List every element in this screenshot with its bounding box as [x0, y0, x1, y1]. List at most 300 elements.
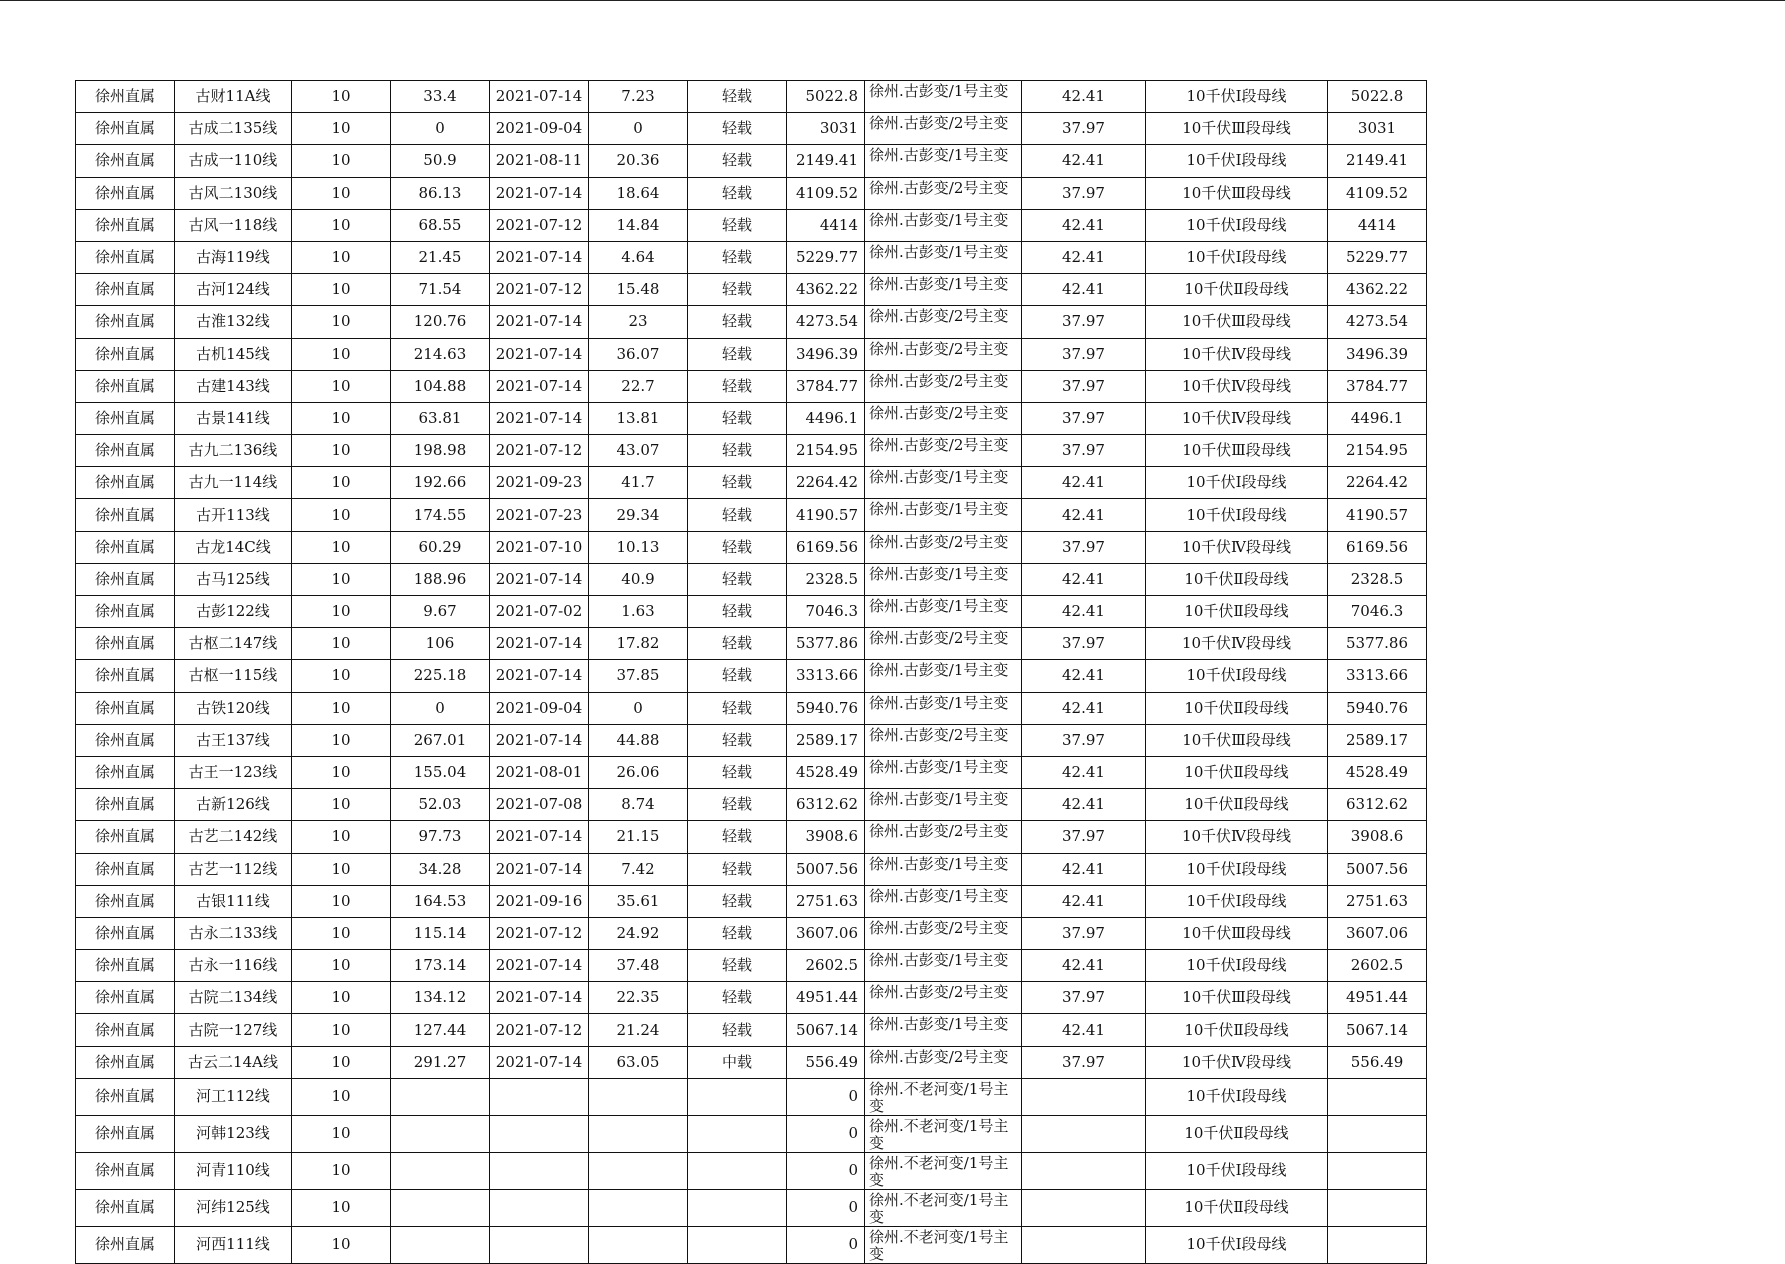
line-name-cell: 古风一118线	[175, 209, 292, 241]
transformer-load-cell: 42.41	[1022, 274, 1146, 306]
busbar-cell: 10千伏Ⅱ段母线	[1146, 563, 1328, 595]
table-row	[76, 789, 1427, 821]
current-cell: 97.73	[391, 821, 490, 853]
date-cell: 2021-07-14	[490, 338, 589, 370]
table-row	[76, 81, 1427, 113]
table-row	[76, 241, 1427, 273]
table-row	[76, 628, 1427, 660]
margin-cell: 5022.8	[787, 81, 865, 113]
transformer-load-cell: 37.97	[1022, 370, 1146, 402]
table-row	[76, 756, 1427, 788]
load-status-cell: 轻载	[688, 145, 787, 177]
capacity-cell: 2154.95	[1328, 435, 1427, 467]
load-rate-cell: 8.74	[589, 789, 688, 821]
table-row	[76, 402, 1427, 434]
load-status-cell: 轻载	[688, 402, 787, 434]
current-cell	[391, 1078, 490, 1115]
margin-cell: 3607.06	[787, 917, 865, 949]
voltage-cell: 10	[292, 950, 391, 982]
date-cell: 2021-07-14	[490, 81, 589, 113]
busbar-cell: 10千伏Ⅱ段母线	[1146, 789, 1328, 821]
busbar-cell: 10千伏Ⅰ段母线	[1146, 145, 1328, 177]
voltage-cell: 10	[292, 1078, 391, 1115]
load-rate-cell	[589, 1115, 688, 1152]
date-cell	[490, 1189, 589, 1226]
unit-cell: 徐州直属	[76, 950, 175, 982]
voltage-cell: 10	[292, 531, 391, 563]
substation-cell: 徐州.古彭变/1号主变	[865, 241, 1022, 273]
table-row	[76, 917, 1427, 949]
substation-cell: 徐州.古彭变/2号主变	[865, 821, 1022, 853]
table-row	[76, 177, 1427, 209]
substation-cell: 徐州.古彭变/1号主变	[865, 145, 1022, 177]
voltage-cell: 10	[292, 563, 391, 595]
unit-cell: 徐州直属	[76, 306, 175, 338]
current-cell: 34.28	[391, 853, 490, 885]
capacity-cell	[1328, 1189, 1427, 1226]
transformer-load-cell: 37.97	[1022, 306, 1146, 338]
transformer-load-cell: 42.41	[1022, 241, 1146, 273]
current-cell: 120.76	[391, 306, 490, 338]
current-cell: 174.55	[391, 499, 490, 531]
voltage-cell: 10	[292, 853, 391, 885]
margin-cell: 4528.49	[787, 756, 865, 788]
substation-cell: 徐州.古彭变/2号主变	[865, 917, 1022, 949]
unit-cell: 徐州直属	[76, 660, 175, 692]
current-cell: 50.9	[391, 145, 490, 177]
table-row	[76, 338, 1427, 370]
current-cell: 71.54	[391, 274, 490, 306]
capacity-cell	[1328, 1152, 1427, 1189]
date-cell: 2021-07-14	[490, 241, 589, 273]
date-cell: 2021-07-14	[490, 853, 589, 885]
transformer-load-cell: 42.41	[1022, 209, 1146, 241]
line-name-cell: 古机145线	[175, 338, 292, 370]
capacity-cell: 3908.6	[1328, 821, 1427, 853]
load-rate-cell: 23	[589, 306, 688, 338]
margin-cell: 556.49	[787, 1046, 865, 1078]
line-name-cell: 古淮132线	[175, 306, 292, 338]
current-cell: 86.13	[391, 177, 490, 209]
line-name-cell: 古院一127线	[175, 1014, 292, 1046]
current-cell: 214.63	[391, 338, 490, 370]
margin-cell: 3908.6	[787, 821, 865, 853]
line-name-cell: 河工112线	[175, 1078, 292, 1115]
load-rate-cell: 24.92	[589, 917, 688, 949]
substation-cell: 徐州.古彭变/2号主变	[865, 338, 1022, 370]
voltage-cell: 10	[292, 499, 391, 531]
voltage-cell: 10	[292, 982, 391, 1014]
transformer-load-cell: 37.97	[1022, 338, 1146, 370]
capacity-cell: 4528.49	[1328, 756, 1427, 788]
load-status-cell: 轻载	[688, 274, 787, 306]
load-status-cell: 轻载	[688, 853, 787, 885]
load-status-cell: 轻载	[688, 241, 787, 273]
unit-cell: 徐州直属	[76, 531, 175, 563]
load-rate-cell: 36.07	[589, 338, 688, 370]
date-cell: 2021-09-16	[490, 885, 589, 917]
busbar-cell: 10千伏Ⅰ段母线	[1146, 81, 1328, 113]
margin-cell: 0	[787, 1152, 865, 1189]
current-cell: 267.01	[391, 724, 490, 756]
capacity-cell: 3607.06	[1328, 917, 1427, 949]
transformer-load-cell	[1022, 1189, 1146, 1226]
table-row	[76, 821, 1427, 853]
line-name-cell: 古九一114线	[175, 467, 292, 499]
load-status-cell: 轻载	[688, 306, 787, 338]
line-name-cell: 河纬125线	[175, 1189, 292, 1226]
busbar-cell: 10千伏Ⅰ段母线	[1146, 1152, 1328, 1189]
substation-cell: 徐州.不老河变/1号主变	[865, 1152, 1022, 1189]
margin-cell: 7046.3	[787, 596, 865, 628]
voltage-cell: 10	[292, 1046, 391, 1078]
line-name-cell: 河韩123线	[175, 1115, 292, 1152]
substation-cell: 徐州.古彭变/2号主变	[865, 1046, 1022, 1078]
date-cell	[490, 1115, 589, 1152]
load-status-cell: 轻载	[688, 499, 787, 531]
load-rate-cell: 21.24	[589, 1014, 688, 1046]
busbar-cell: 10千伏Ⅲ段母线	[1146, 177, 1328, 209]
busbar-cell: 10千伏Ⅰ段母线	[1146, 1226, 1328, 1263]
table-row	[76, 1189, 1427, 1226]
voltage-cell: 10	[292, 917, 391, 949]
date-cell	[490, 1078, 589, 1115]
substation-cell: 徐州.古彭变/2号主变	[865, 628, 1022, 660]
unit-cell: 徐州直属	[76, 370, 175, 402]
busbar-cell: 10千伏Ⅲ段母线	[1146, 306, 1328, 338]
margin-cell: 4190.57	[787, 499, 865, 531]
table-row	[76, 306, 1427, 338]
voltage-cell: 10	[292, 370, 391, 402]
substation-cell: 徐州.古彭变/1号主变	[865, 1014, 1022, 1046]
unit-cell: 徐州直属	[76, 724, 175, 756]
margin-cell: 2602.5	[787, 950, 865, 982]
substation-cell: 徐州.古彭变/1号主变	[865, 563, 1022, 595]
load-rate-cell: 37.85	[589, 660, 688, 692]
substation-cell: 徐州.古彭变/2号主变	[865, 113, 1022, 145]
margin-cell: 5229.77	[787, 241, 865, 273]
busbar-cell: 10千伏Ⅲ段母线	[1146, 435, 1328, 467]
load-status-cell: 轻载	[688, 692, 787, 724]
load-rate-cell: 4.64	[589, 241, 688, 273]
margin-cell: 0	[787, 1226, 865, 1263]
line-name-cell: 古银111线	[175, 885, 292, 917]
substation-cell: 徐州.古彭变/2号主变	[865, 177, 1022, 209]
substation-cell: 徐州.古彭变/1号主变	[865, 950, 1022, 982]
voltage-cell: 10	[292, 209, 391, 241]
voltage-cell: 10	[292, 885, 391, 917]
unit-cell: 徐州直属	[76, 917, 175, 949]
busbar-cell: 10千伏Ⅳ段母线	[1146, 402, 1328, 434]
voltage-cell: 10	[292, 1115, 391, 1152]
substation-cell: 徐州.古彭变/2号主变	[865, 435, 1022, 467]
line-name-cell: 古龙14C线	[175, 531, 292, 563]
voltage-cell: 10	[292, 274, 391, 306]
busbar-cell: 10千伏Ⅳ段母线	[1146, 338, 1328, 370]
date-cell: 2021-07-14	[490, 563, 589, 595]
load-status-cell: 轻载	[688, 1014, 787, 1046]
table-row	[76, 1226, 1427, 1263]
load-rate-cell: 26.06	[589, 756, 688, 788]
margin-cell: 2154.95	[787, 435, 865, 467]
unit-cell: 徐州直属	[76, 692, 175, 724]
transformer-load-cell: 37.97	[1022, 982, 1146, 1014]
busbar-cell: 10千伏Ⅰ段母线	[1146, 209, 1328, 241]
line-name-cell: 古成一110线	[175, 145, 292, 177]
margin-cell: 0	[787, 1189, 865, 1226]
transformer-load-cell: 37.97	[1022, 402, 1146, 434]
unit-cell: 徐州直属	[76, 241, 175, 273]
load-rate-cell: 44.88	[589, 724, 688, 756]
load-status-cell: 轻载	[688, 177, 787, 209]
capacity-cell: 5007.56	[1328, 853, 1427, 885]
margin-cell: 5377.86	[787, 628, 865, 660]
transformer-load-cell: 37.97	[1022, 724, 1146, 756]
load-rate-cell: 7.23	[589, 81, 688, 113]
line-name-cell: 河西111线	[175, 1226, 292, 1263]
current-cell: 164.53	[391, 885, 490, 917]
line-name-cell: 古王137线	[175, 724, 292, 756]
load-status-cell	[688, 1226, 787, 1263]
current-cell: 127.44	[391, 1014, 490, 1046]
line-name-cell: 古铁120线	[175, 692, 292, 724]
unit-cell: 徐州直属	[76, 274, 175, 306]
capacity-cell	[1328, 1078, 1427, 1115]
capacity-cell: 6169.56	[1328, 531, 1427, 563]
unit-cell: 徐州直属	[76, 435, 175, 467]
date-cell: 2021-07-14	[490, 724, 589, 756]
date-cell: 2021-07-14	[490, 402, 589, 434]
line-name-cell: 古永一116线	[175, 950, 292, 982]
load-status-cell: 轻载	[688, 660, 787, 692]
voltage-cell: 10	[292, 724, 391, 756]
busbar-cell: 10千伏Ⅱ段母线	[1146, 1115, 1328, 1152]
capacity-cell: 2264.42	[1328, 467, 1427, 499]
unit-cell: 徐州直属	[76, 1226, 175, 1263]
busbar-cell: 10千伏Ⅳ段母线	[1146, 628, 1328, 660]
load-status-cell: 轻载	[688, 982, 787, 1014]
busbar-cell: 10千伏Ⅳ段母线	[1146, 821, 1328, 853]
transformer-load-cell: 42.41	[1022, 692, 1146, 724]
current-cell: 134.12	[391, 982, 490, 1014]
busbar-cell: 10千伏Ⅰ段母线	[1146, 660, 1328, 692]
voltage-cell: 10	[292, 177, 391, 209]
capacity-cell: 4190.57	[1328, 499, 1427, 531]
margin-cell: 4109.52	[787, 177, 865, 209]
substation-cell: 徐州.古彭变/1号主变	[865, 81, 1022, 113]
line-name-cell: 古院二134线	[175, 982, 292, 1014]
table-row	[76, 531, 1427, 563]
capacity-cell: 2149.41	[1328, 145, 1427, 177]
line-name-cell: 古财11A线	[175, 81, 292, 113]
load-rate-cell: 40.9	[589, 563, 688, 595]
current-cell: 192.66	[391, 467, 490, 499]
load-status-cell: 轻载	[688, 917, 787, 949]
busbar-cell: 10千伏Ⅲ段母线	[1146, 982, 1328, 1014]
transformer-load-cell	[1022, 1115, 1146, 1152]
substation-cell: 徐州.古彭变/2号主变	[865, 724, 1022, 756]
unit-cell: 徐州直属	[76, 563, 175, 595]
voltage-cell: 10	[292, 1152, 391, 1189]
top-rule	[0, 0, 1785, 1]
capacity-cell: 2602.5	[1328, 950, 1427, 982]
substation-cell: 徐州.不老河变/1号主变	[865, 1078, 1022, 1115]
load-rate-cell: 15.48	[589, 274, 688, 306]
substation-cell: 徐州.不老河变/1号主变	[865, 1115, 1022, 1152]
unit-cell: 徐州直属	[76, 467, 175, 499]
margin-cell: 3031	[787, 113, 865, 145]
date-cell	[490, 1226, 589, 1263]
substation-cell: 徐州.古彭变/1号主变	[865, 660, 1022, 692]
busbar-cell: 10千伏Ⅱ段母线	[1146, 274, 1328, 306]
unit-cell: 徐州直属	[76, 596, 175, 628]
margin-cell: 4362.22	[787, 274, 865, 306]
table-row	[76, 724, 1427, 756]
margin-cell: 6169.56	[787, 531, 865, 563]
line-name-cell: 古王一123线	[175, 756, 292, 788]
transformer-load-cell: 37.97	[1022, 917, 1146, 949]
table-row	[76, 950, 1427, 982]
voltage-cell: 10	[292, 692, 391, 724]
busbar-cell: 10千伏Ⅱ段母线	[1146, 596, 1328, 628]
line-name-cell: 古艺二142线	[175, 821, 292, 853]
substation-cell: 徐州.古彭变/2号主变	[865, 402, 1022, 434]
unit-cell: 徐州直属	[76, 209, 175, 241]
table-row	[76, 435, 1427, 467]
busbar-cell: 10千伏Ⅱ段母线	[1146, 756, 1328, 788]
busbar-cell: 10千伏Ⅳ段母线	[1146, 370, 1328, 402]
voltage-cell: 10	[292, 1014, 391, 1046]
busbar-cell: 10千伏Ⅲ段母线	[1146, 724, 1328, 756]
load-rate-cell: 35.61	[589, 885, 688, 917]
voltage-cell: 10	[292, 81, 391, 113]
line-name-cell: 古成二135线	[175, 113, 292, 145]
current-cell: 188.96	[391, 563, 490, 595]
load-status-cell: 轻载	[688, 885, 787, 917]
capacity-cell: 5377.86	[1328, 628, 1427, 660]
date-cell: 2021-08-11	[490, 145, 589, 177]
load-rate-cell	[589, 1226, 688, 1263]
line-name-cell: 古开113线	[175, 499, 292, 531]
transformer-load-cell: 42.41	[1022, 596, 1146, 628]
busbar-cell: 10千伏Ⅰ段母线	[1146, 885, 1328, 917]
transformer-load-cell: 42.41	[1022, 885, 1146, 917]
unit-cell: 徐州直属	[76, 499, 175, 531]
load-rate-cell: 18.64	[589, 177, 688, 209]
busbar-cell: 10千伏Ⅰ段母线	[1146, 1078, 1328, 1115]
voltage-cell: 10	[292, 1226, 391, 1263]
margin-cell: 3496.39	[787, 338, 865, 370]
load-status-cell: 轻载	[688, 563, 787, 595]
load-rate-cell: 22.35	[589, 982, 688, 1014]
transformer-load-cell: 37.97	[1022, 628, 1146, 660]
load-rate-cell: 14.84	[589, 209, 688, 241]
margin-cell: 2328.5	[787, 563, 865, 595]
substation-cell: 徐州.古彭变/1号主变	[865, 209, 1022, 241]
busbar-cell: 10千伏Ⅳ段母线	[1146, 531, 1328, 563]
transformer-load-cell: 42.41	[1022, 1014, 1146, 1046]
substation-cell: 徐州.古彭变/1号主变	[865, 274, 1022, 306]
load-status-cell: 轻载	[688, 467, 787, 499]
voltage-cell: 10	[292, 241, 391, 273]
load-rate-cell: 1.63	[589, 596, 688, 628]
load-status-cell: 轻载	[688, 113, 787, 145]
date-cell: 2021-07-14	[490, 177, 589, 209]
unit-cell: 徐州直属	[76, 628, 175, 660]
unit-cell: 徐州直属	[76, 113, 175, 145]
table-row	[76, 1152, 1427, 1189]
load-status-cell: 轻载	[688, 596, 787, 628]
line-name-cell: 古河124线	[175, 274, 292, 306]
load-rate-cell: 10.13	[589, 531, 688, 563]
voltage-cell: 10	[292, 789, 391, 821]
table-row	[76, 596, 1427, 628]
load-status-cell: 轻载	[688, 789, 787, 821]
capacity-cell: 6312.62	[1328, 789, 1427, 821]
capacity-cell: 7046.3	[1328, 596, 1427, 628]
voltage-cell: 10	[292, 660, 391, 692]
date-cell: 2021-09-04	[490, 113, 589, 145]
margin-cell: 6312.62	[787, 789, 865, 821]
date-cell: 2021-07-14	[490, 950, 589, 982]
current-cell	[391, 1226, 490, 1263]
capacity-cell: 3784.77	[1328, 370, 1427, 402]
substation-cell: 徐州.不老河变/1号主变	[865, 1189, 1022, 1226]
margin-cell: 4496.1	[787, 402, 865, 434]
margin-cell: 5067.14	[787, 1014, 865, 1046]
transformer-load-cell: 42.41	[1022, 81, 1146, 113]
voltage-cell: 10	[292, 145, 391, 177]
substation-cell: 徐州.不老河变/1号主变	[865, 1226, 1022, 1263]
date-cell: 2021-07-12	[490, 274, 589, 306]
transformer-load-cell: 42.41	[1022, 145, 1146, 177]
line-name-cell: 古枢二147线	[175, 628, 292, 660]
busbar-cell: 10千伏Ⅱ段母线	[1146, 1189, 1328, 1226]
capacity-cell	[1328, 1226, 1427, 1263]
load-status-cell	[688, 1078, 787, 1115]
current-cell: 21.45	[391, 241, 490, 273]
line-name-cell: 古景141线	[175, 402, 292, 434]
date-cell: 2021-07-23	[490, 499, 589, 531]
substation-cell: 徐州.古彭变/1号主变	[865, 756, 1022, 788]
voltage-cell: 10	[292, 338, 391, 370]
current-cell: 173.14	[391, 950, 490, 982]
transformer-load-cell: 42.41	[1022, 853, 1146, 885]
current-cell: 52.03	[391, 789, 490, 821]
voltage-cell: 10	[292, 306, 391, 338]
current-cell: 60.29	[391, 531, 490, 563]
date-cell: 2021-07-14	[490, 982, 589, 1014]
capacity-cell: 4273.54	[1328, 306, 1427, 338]
load-rate-cell	[589, 1152, 688, 1189]
unit-cell: 徐州直属	[76, 821, 175, 853]
load-rate-cell	[589, 1078, 688, 1115]
table-row	[76, 370, 1427, 402]
line-name-cell: 古彭122线	[175, 596, 292, 628]
load-status-cell	[688, 1152, 787, 1189]
table-row	[76, 499, 1427, 531]
line-name-cell: 古马125线	[175, 563, 292, 595]
date-cell: 2021-09-04	[490, 692, 589, 724]
load-rate-cell: 37.48	[589, 950, 688, 982]
date-cell: 2021-08-01	[490, 756, 589, 788]
table-row	[76, 885, 1427, 917]
load-rate-cell: 7.42	[589, 853, 688, 885]
load-rate-cell: 29.34	[589, 499, 688, 531]
load-rate-cell	[589, 1189, 688, 1226]
substation-cell: 徐州.古彭变/2号主变	[865, 982, 1022, 1014]
load-rate-cell: 63.05	[589, 1046, 688, 1078]
